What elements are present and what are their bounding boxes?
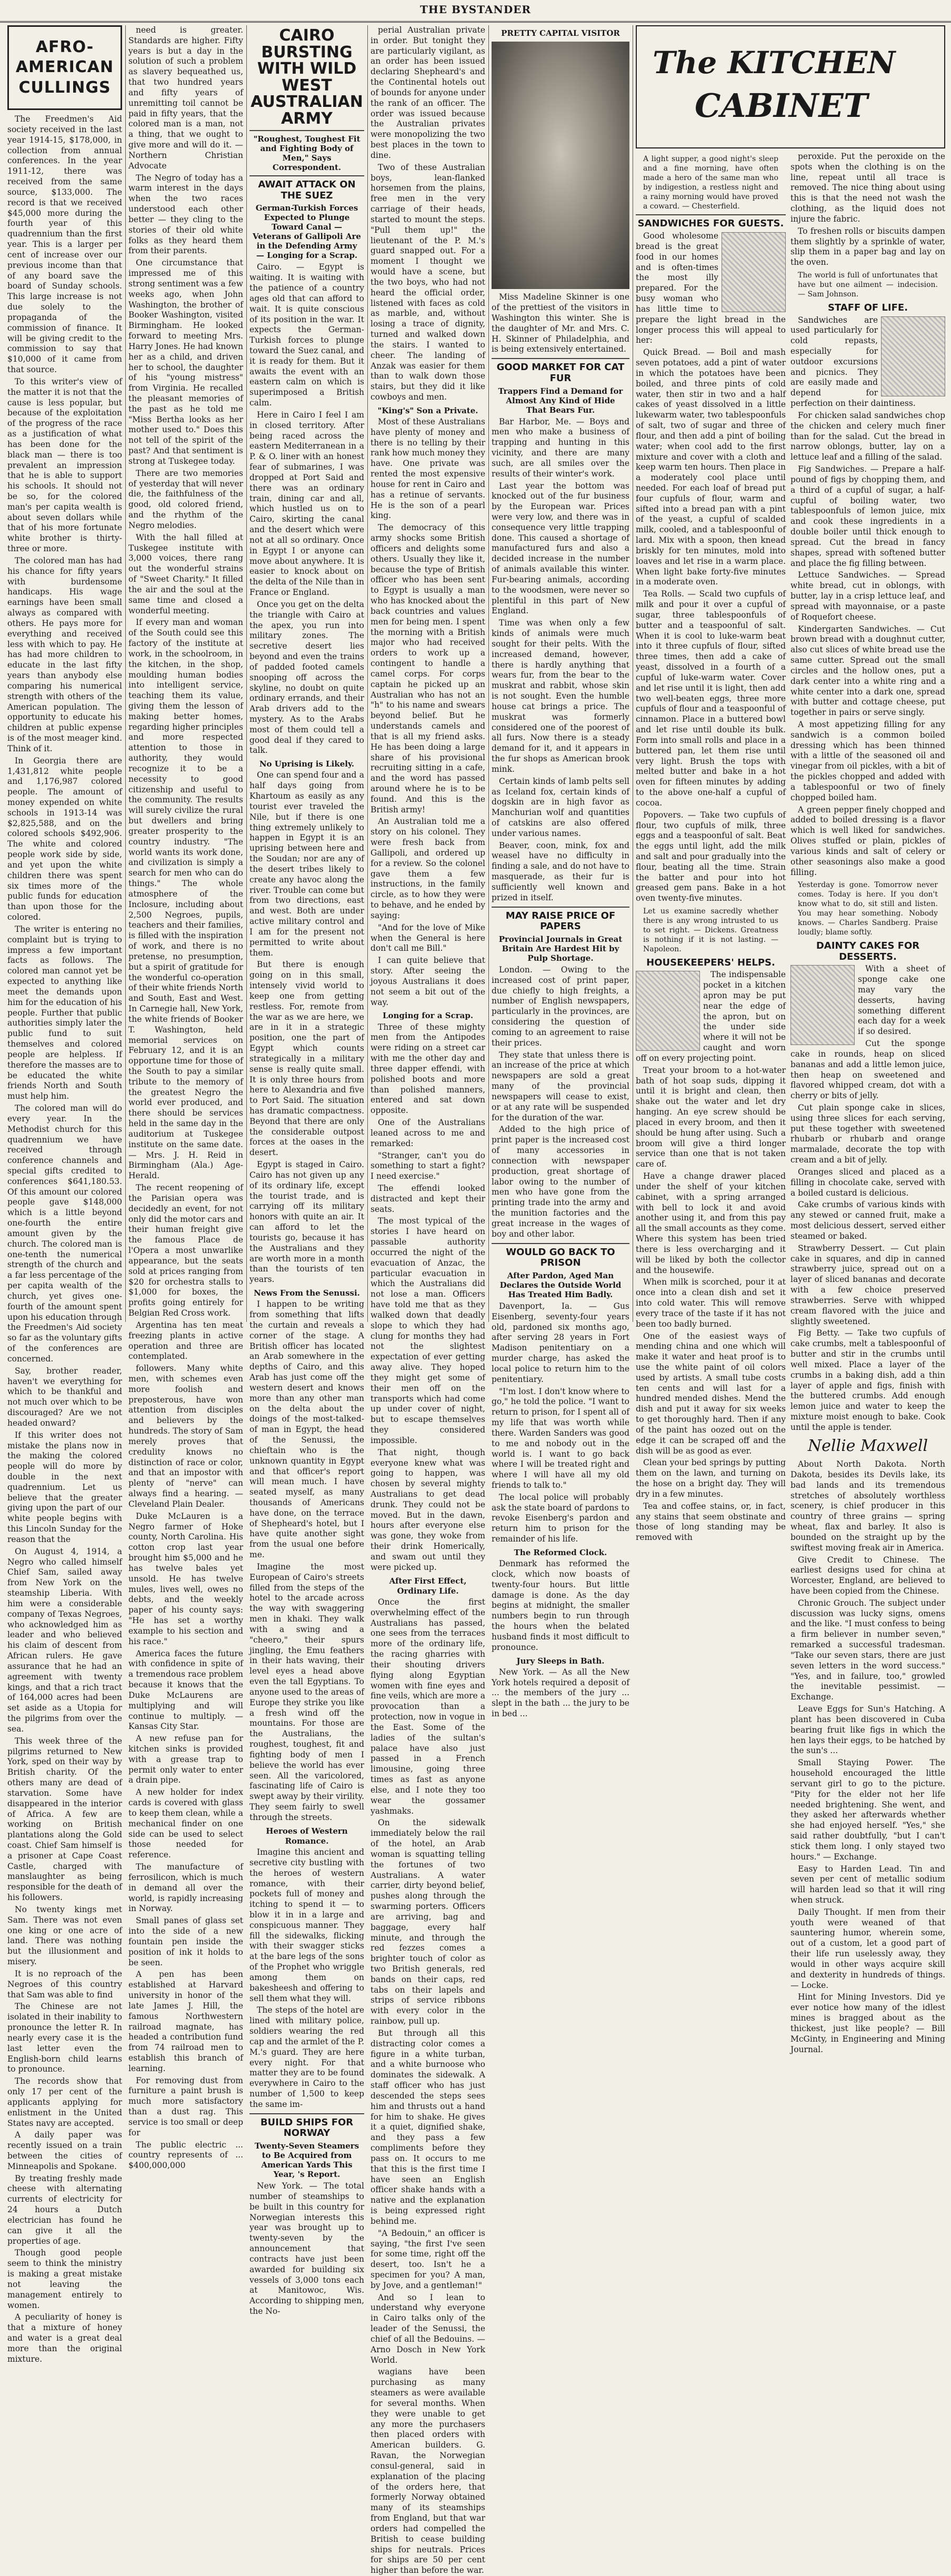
section-heading: No Uprising is Likely. bbox=[259, 759, 355, 769]
article-paragraph: Fig Betty. — Take two cupfuls of cake crumbs, melt a tablespoonful of butter and stir in the crumbs until well mixed. Place a layer of the crumbs in a baking dish, add a thin layer of apple and figs, finish with the buttered crumbs. Add enough lemon juice and water to keep the mixture moist enough to bake. Cook until the apple is tender. bbox=[790, 1328, 945, 1432]
paragraph-list bbox=[7, 114, 122, 2364]
column-4 bbox=[371, 25, 485, 2575]
article-paragraph: Easy to Harden Lead. Tin and seven per cent of metallic sodium will harden lead so that it will ring when struck. bbox=[790, 1864, 945, 1905]
article-paragraph: The indispensable pocket in a kitchen apron may be put near the edge of the apron, but on the under side where it will not be caught and worn off on every projecting point. bbox=[636, 970, 786, 1063]
article-paragraph: The Negro of today has a warm interest in the days when the two races understood each other better — they cling to the stories of their old white folks as they heard them from their parents. bbox=[128, 173, 243, 256]
staff-of-life-headline: STAFF OF LIFE. bbox=[827, 302, 908, 313]
article-paragraph: On the sidewalk immediately below the rail of the hotel, an Arab woman is squatting telling the fortunes of two Australians. A water carrier, dirty beyond belief, pushes along through the swarming porters. Officers are arriving, bag and baggage, every half minute, and through the red fezzes comes a brighter touch of color as two British generals, red bands on their caps, red tabs on their lapels and strips of service ribbons with every color in the rainbow, pull up. bbox=[371, 1818, 485, 2026]
article-paragraph: One can spend four and a half days going from Khartoum as easily as any tourist ever traveled the Nile, but if there is one thing extremely unlikely to happen in Egypt it is an uprising between here and the Soudan; nor are any of the desert tribes likely to create any havoc along the river. Trouble can come but from two directions, east and west. Both are under active military control and I am for the present not permitted to write about them. bbox=[249, 770, 364, 958]
cat-fur-headline: GOOD MARKET FOR CAT FUR bbox=[496, 362, 625, 384]
divider bbox=[492, 358, 629, 359]
article-paragraph: An Australian told me a story on his colonel. They were fresh back from Gallipoli, and ordered up for a review. So the colonel gave them a few instructions, in the family circle, as to how they were to behave, and he ended by saying: bbox=[371, 817, 485, 920]
article-paragraph: I happen to be writing from something that lifts the curtain and reveals a corner of the stage. A British officer has located an Arab somewhere in the depths of Cairo, and this Arab has just come off the western desert and knows more than any other man on the delta about the doings of the most-talked-of man in Egypt, the head of the Senussi, the chieftain who is the unknown quantity in Egypt and that officer's report will mean much. I have seated myself, as many thousands of Americans have done, on the terrace of Shepheard's hotel, but I have quite another sight from the usual one before me. bbox=[249, 1299, 364, 1560]
cairo-headline: CAIRO BURSTING WITH WILD WEST AUSTRALIAN ARMY bbox=[251, 26, 363, 128]
masthead bbox=[0, 0, 951, 23]
papers-deck: Provincial Journals in Great Britain Are Hardest Hit by Pulp Shortage. bbox=[498, 934, 623, 963]
article-paragraph: "And for the love of Mike when the General is here don't call me Bill." bbox=[371, 922, 485, 953]
article-paragraph: perial Australian private in order. But tonight they are particularly vigilant, as an order has been issued declaring Shepheard's and the Continental hotels out of bounds for anyone under the rank of an officer. The order was issued because the Australian privates were monopolizing the two best places in the town to dine. bbox=[371, 25, 485, 160]
photo-caption-title: PRETTY CAPITAL VISITOR bbox=[501, 28, 620, 38]
article-paragraph: Time was when only a few kinds of animals were much sought for their pelts. With the increased demand, however, there is hardly anything that wears fur, from the bear to the muskrat and rabbit, whose skin is not sought. Even the humble house cat brings a price. The muskrat was formerly considered one of the poorest of all furs. Now there is a steady demand for it, and it appears in the fur shops as American brook mink. bbox=[492, 618, 629, 774]
article-paragraph: Two of these Australian boys, lean-flanked horsemen from the plains, free men in the very carriage of their heads, started to mount the steps. "Pull them up!" the lieutenant of the P. M.'s guard snapped out. For a moment I thought we would have a scene, but the two boys, who had not heard the official order, listened with faces as cold as marble, and, without losing a trace of dignity, turned and walked down the stairs. I wanted to cheer. The landing of Anzak was easier for them than to walk down those stairs, but they did it like cowboys and men. bbox=[371, 162, 485, 402]
article-paragraph: Imagine the most European of Cairo's streets filled from the steps of the hotel to the arcade across the way with swaggering men in khaki. They walk with a swing and a "cheero," their spurs jingling, the Emu feathers in their hats waving, their level eyes a head above even the tall Egyptians. To anyone used to the areas of Europe they strike you like a fresh wind off the mountains. For those are the Australians, the roughest, toughest, fit and fighting body of men I believe the world has ever seen. All the varicolored, fascinating life of Cairo is swept away by their virility. They seem fairly to swell through the streets. bbox=[249, 1561, 364, 1822]
article-paragraph: Cut plain sponge cake in slices, using three slices for each serving, put these together with sweetened rhubarb or rhubarb and orange marmalade, decorate the top with cream and a bit of jelly. bbox=[790, 1102, 945, 1165]
article-paragraph: Davenport, Ia. — Gus Eisenberg, seventy-four years old, pardoned six months ago, after serving 28 years in Fort Madison penitentiary on a murder charge, has asked the local police to return him to the penitentiary. bbox=[492, 1301, 629, 1384]
paragraph-list bbox=[636, 231, 786, 904]
article-paragraph: I can quite believe that story. After seeing the joyous Australians it does not seem a bit out of the way. bbox=[371, 956, 485, 1007]
article-paragraph: In Georgia there are 1,431,812 white people and 1,176,987 colored people. The amount of money expended on white schools in 1913-14 was $2,825,588, and on the colored schools $492,906. The white and colored people work side by side, and yet upon the white children there was spent six times more of the public funds for education than upon those for the colored. bbox=[7, 755, 122, 922]
article-paragraph: Three of these mighty men from the Antipodes were riding on a street car with me the other day and three dapper effendi, with polished boots and more than polished manners, entered and sat down opposite. bbox=[371, 1022, 485, 1116]
article-paragraph: There are two memories of yesterday that will never die, the faithfulness of the good, old colored friend, and the rhythm of the Negro melodies. bbox=[128, 468, 243, 530]
article-paragraph: Cake crumbs of various kinds with any stewed or canned fruit, make a most delicious dessert, served either steamed or baked. bbox=[790, 1200, 945, 1241]
divider bbox=[636, 214, 786, 215]
bread-illustration bbox=[722, 232, 786, 312]
article-paragraph: The colored man has had his chance for fifty years with burdensome handicaps. His wage earnings have been small always as compared with others. He pays more for everything and received less with which to pay. He has had more children to educate in the last fifty years than anybody else comparing his numerical strength with others of the American population. The opportunity to educate his children at public expense is of the most meager kind. Think of it. bbox=[7, 555, 122, 753]
column-rule bbox=[367, 25, 368, 1322]
column-7 bbox=[790, 152, 945, 2054]
apron-illustration bbox=[636, 971, 700, 1051]
article-paragraph: For chicken salad sandwiches chop the chicken and celery much finer than for the salad. Cut the bread in narrow oblongs, butter, lay on a lettuce leaf and a filling of the salad. bbox=[790, 410, 945, 462]
article-paragraph: The local police will probably ask the state board of pardons to revoke Eisenberg's pardon and return him to prison for the remainder of his life. bbox=[492, 1492, 629, 1544]
column-5 bbox=[492, 25, 629, 1719]
paragraph-list bbox=[371, 1597, 485, 2576]
kitchen-cabinet-section bbox=[636, 25, 945, 2054]
article-paragraph: Most of these Australians have plenty of money and there is no telling by their rank how much money they have. One private was rented the most expensive house for rent in Cairo and has a retinue of servants. He is the son of a pearl king. bbox=[371, 417, 485, 521]
photo-caption: Miss Madeline Skinner is one of the prettiest of the visitors in Washington this winter. She is the daughter of Mr. and Mrs. C. H. Skinner of Philadelphia, and is being extensively entertained. bbox=[492, 292, 629, 354]
norway-deck: Twenty-Seven Steamers to Be Acquired from American Yards This Year, 's Report. bbox=[254, 2141, 359, 2180]
article-paragraph: The records show that only 17 per cent of the applicants applying for enlistment in the United States navy are accepted. bbox=[7, 2076, 122, 2128]
article-paragraph: Good wholesome bread is the great food in our homes and is often-times the most illy prepared. For the busy woman who has little time to prepare the light bread in the longer process this will appeal to her: bbox=[636, 231, 786, 345]
column-rule bbox=[488, 25, 489, 1322]
column-3 bbox=[249, 25, 364, 2316]
article-paragraph: Duke McLauren is a Negro farmer of Hoke county, North Carolina. His cotton crop last year brought him $5,000 and he has twelve bales yet unsold. He has twelve mules, lives well, owes no debts, and the weekly paper of his county says: "He has set a worthy example to his section and his race." bbox=[128, 1511, 243, 1646]
article-paragraph: But through all this distracting color comes a figure in a white turban, and a white burnoose who dominates the sidewalk. A staff officer who has just descended the steps sees him and thrusts out a hand for him to shake. He gives it a quiet, dignified shake, and they pass a few compliments before they pass on. It occurs to me that this is the first time I have seen an English officer shake hands with a native and the explanation is being expressed right behind me. bbox=[371, 2028, 485, 2226]
suez-deck: German-Turkish Forces Expected to Plunge Toward Canal — Veterans of Gallipoli Are in the Defending Army — Longing for a Scrap. bbox=[253, 203, 361, 261]
article-paragraph: America faces the future with confidence in spite of a tremendous race problem because it knows that the Duke McLaurens are multiplying and will continue to multiply. — Kansas City Star. bbox=[128, 1648, 243, 1732]
article-paragraph: Once the first overwhelming effect of the Australians has passed, one sees from the terraces more of the ordinary life, the racing gharries with their shouting drivers flying along Egyptian women with fine eyes and fine veils, which are more a provocation than a protection, now in vogue in the East. Some of the ladies of the sultan's palace have also just passed in a French limousine, going three times as fast as anyone else, and I note they too wear the gossamer yashmaks. bbox=[371, 1597, 485, 1816]
article-paragraph: The steps of the hotel are lined with military police, soldiers wearing the red cap and the armlet of the P. M.'s guard. They are here every night. For that matter they are to be found everywhere in Cairo to the number of 1,500 to keep the same im- bbox=[249, 2005, 364, 2109]
divider bbox=[492, 907, 629, 908]
section-heading: Longing for a Scrap. bbox=[382, 1011, 474, 1021]
cairo-deck: "Roughest, Toughest Fit and Fighting Body of Men," Says Correspondent. bbox=[253, 134, 361, 172]
paragraph-list bbox=[492, 1667, 629, 1719]
article-paragraph: peroxide. Put the peroxide on the spots when the clothing is on the line, repeat until all trace is removed. The nice thing about using this is that the need not wash the clothing, as the liquid does not injure the fabric. bbox=[790, 152, 945, 224]
article-paragraph: For removing dust from furniture a paint brush is much more satisfactory than a dust rag. This service is too small or deep for bbox=[128, 2075, 243, 2137]
article-paragraph: Bar Harbor, Me. — Boys and men who make a business of trapping and hunting in this vicinity, and there are many such, are all smiles over the results of their winter's work. bbox=[492, 416, 629, 479]
article-paragraph: To freshen rolls or biscuits dampen them slightly by a sprinkle of water, slip them in a paper bag and lay on the oven. bbox=[790, 226, 945, 267]
article-paragraph: A new refuse pan for kitchen sinks is provided with a grease trap to permit only water to enter a drain pipe. bbox=[128, 1734, 243, 1785]
article-paragraph: Daily Thought. If men from their youth were weaned of that sauntering humor, wherein some, out of a custom, let a good part of their life run uselessly away, they would in other ways acquire skill and dexterity in hundreds of things. — Locke. bbox=[790, 1907, 945, 1990]
divider bbox=[249, 130, 364, 131]
article-paragraph: It is no reproach of the Negroes of this country that Sam was able to find bbox=[7, 1968, 122, 2000]
article-paragraph: Sandwiches are used particularly for cold repasts, especially for outdoor excursions and picnics. They are easily made and depend for perfection on their daintiness. bbox=[790, 315, 916, 409]
banner-title-line1: The KITCHEN bbox=[653, 45, 896, 81]
papers-headline: MAY RAISE PRICE OF PAPERS bbox=[505, 910, 616, 932]
article-paragraph: wagians have been purchasing as many steamers as were available for several months. When they were unable to get any more the purchasers then placed orders with American builders. G. Ravan, the Norwegian consul-general, said in explanation of the placing of the orders here, that formerly Norway obtained many of its steamships from England, but that war orders had compelled the British to cease building ships for neutrals. Prices for ships are 50 per cent higher than before the war. bbox=[371, 2367, 485, 2575]
norway-headline: BUILD SHIPS FOR NORWAY bbox=[260, 2116, 354, 2139]
article-paragraph: Kindergarten Sandwiches. — Cut brown bread with a doughnut cutter, also cut slices of white bread use the same cutter. Spread out the small circles and the hollow ones, put a dark center into a white ring and a white center into a dark one, spread with butter and cottage cheese, put together in pairs or serve singly. bbox=[790, 624, 945, 718]
article-paragraph: The democracy of this army shocks some British officers and delights some others. Usually they like it, because the type of British officer who has been sent to Egypt is usually a man who has knocked about the back countries and values men for being men. I spent the morning with a British major who had received orders to work up a contingent to handle a camel corps. For corps captain he picked up an Australian who has not an "h" to his name and swears beyond belief. But he understands camels and that is all my friend asks. He has been doing a large share of his provisional recruiting sitting in a cafe, and the word has passed around where he is to be found. And this is the British army! bbox=[371, 523, 485, 814]
article-paragraph: Tea and coffee stains, or, in fact, any stains that seem obstinate and those of long standing may be removed with bbox=[636, 1501, 786, 1543]
prison-deck: After Pardon, Aged Man Declares the Outside World Has Treated Him Badly. bbox=[499, 1270, 622, 1299]
article-paragraph: followers. Many white men, with schemes even more foolish and preposterous, have won attention from disciples and believers by the hundreds. The story of Sam merely proves that credulity knows no distinction of race or color, and that an impostor with plenty of "nerve" can always find a hearing. — Cleveland Plain Dealer. bbox=[128, 1364, 243, 1509]
article-paragraph: Popovers. — Take two cupfuls of flour, two cupfuls of milk, three eggs and a teaspoonful of salt. Beat the eggs until light, add the milk and salt and pour gradually into the flour, beating all the time. Strain the batter and pour into hot greased gem pans. Bake in a hot oven twenty-five minutes. bbox=[636, 810, 786, 903]
article-paragraph: "Stranger, can't you do something to start a fight? I need exercise." bbox=[371, 1150, 485, 1181]
paragraph-list bbox=[492, 1559, 629, 1653]
paragraph-list bbox=[249, 1299, 364, 1823]
paragraph-list bbox=[790, 152, 945, 268]
cullings-headline-box bbox=[7, 25, 122, 110]
dainty-cakes-headline: DAINTY CAKES FOR DESSERTS. bbox=[816, 940, 920, 962]
article-paragraph: Fig Sandwiches. — Prepare a half-pound of figs by chopping them, and a third of a cupful of sugar, a half-cupful of boiling water, two tablespoonfuls of lemon juice, mix and cook these ingredients in a double boiler until thick enough to spread. Cut the bread in fancy shapes, spread with softened butter and place the fig filling between. bbox=[790, 464, 945, 568]
section-heading: Heroes of Western Romance. bbox=[266, 1826, 348, 1846]
paragraph-list bbox=[249, 770, 364, 1285]
suez-subheadline: AWAIT ATTACK ON THE SUEZ bbox=[258, 179, 356, 201]
paragraph-list bbox=[492, 1301, 629, 1545]
banner-title-line2: CABINET bbox=[695, 86, 868, 125]
divider bbox=[492, 1243, 629, 1244]
article-paragraph: A pen has been established at Harvard university in honor of the late James J. Hill, the famous Northwestern railroad magnate, has headed a contribution fund from 74 railroad men to establish this branch of learning. bbox=[128, 1970, 243, 2073]
portrait-photo bbox=[492, 42, 629, 289]
cake-illustration bbox=[790, 965, 855, 1045]
article-paragraph: The recent reopening of the Parisian opera was decidedly an event, for not only did the motor cars and their human freight give the famous Place de l'Opera a most unwarlike appearance, but the seats sold at prices ranging from $20 for orchestra stalls to $1,000 for boxes, the profits going entirely for Belgian Red Cross work. bbox=[128, 1183, 243, 1318]
article-paragraph: Certain kinds of lamb pelts sell as Iceland fox, certain kinds of dogskin are in high favor as Manchurian wolf and quantities of catskins are also offered under various names. bbox=[492, 776, 629, 838]
paragraph-list bbox=[636, 970, 786, 1543]
column-2 bbox=[128, 25, 243, 2171]
article-paragraph: Small panes of glass set into the side of a new fountain pen inside the position of ink it holds to be seen. bbox=[128, 1916, 243, 1967]
article-paragraph: The colored man will do every year. In the Methodist church for this quadrennium we have received through conference channels and special gifts credited to conferences $641,180.53. Of this amount our colored people gave $148,000 which is a little beyond one-fourth the entire amount given by the church. The colored man is one-tenth the numerical strength of the church and a far less percentage of the per capita wealth of the church, yet gives one-fourth of the amount spent upon his education through the Freedmen's Aid society so far as the voluntary gifts of the conferences are concerned. bbox=[7, 1103, 122, 1364]
column-1 bbox=[7, 25, 122, 2364]
article-paragraph: Clean your bed springs by putting them on the lawn, and turning on the hose on a bright day. They will dry in a few minutes. bbox=[636, 1458, 786, 1499]
section-heading: "King's" Son a Private. bbox=[377, 405, 478, 415]
housekeepers-headline: HOUSEKEEPERS' HELPS. bbox=[646, 957, 775, 968]
article-paragraph: Here in Cairo I feel I am in closed territory. After being raced across the eastern Mediterranean in a P. & O. liner with an honest fear of submarines, I was dropped at Port Said and there was an ordinary train, dining car and all, which hustled us on to Cairo, skirting the canal and the desert which were not at all so ordinary. Once in Egypt I or anyone can move about anywhere. It is easier to knock about on the delta of the Nile than in France or England. bbox=[249, 410, 364, 598]
article-paragraph: A most appetizing filling for any sandwich is a common boiled dressing which has been thinned with a little of the seasoned oil and vinegar from oil pickles, with a bit of the pickles chopped and added with a tablespoonful or two of finely chopped boiled ham. bbox=[790, 719, 945, 802]
divider bbox=[249, 2113, 364, 2114]
paragraph-list bbox=[492, 965, 629, 1240]
article-paragraph: With the hall filled at Tuskegee institute with 3,000 voices, there rang out the wonderful strains of "Sweet Charity." It filled the air and the soul at the same time and closed a wonderful meeting. bbox=[128, 532, 243, 615]
prison-headline: WOULD GO BACK TO PRISON bbox=[506, 1246, 615, 1269]
article-paragraph: They state that unless there is an increase of the price at which newspapers are sold a great many of the provincial newspapers will cease to exist, or at any rate will be suspended for the duration of the war. bbox=[492, 1050, 629, 1122]
section-heading: The Reformed Clock. bbox=[514, 1547, 607, 1557]
article-paragraph: A green pepper finely chopped and added to boiled dressing is a flavor which is well liked for sandwiches. Olives stuffed or plain, pickles of various kinds and salt of celery or other seasonings also make a good filling. bbox=[790, 804, 945, 877]
article-paragraph: Cut the sponge cake in rounds, heap on sliced bananas and add a little lemon juice, then heap on sweetened and flavored whipped cream, dot with a cherry or bits of jelly. bbox=[790, 1039, 945, 1101]
article-paragraph: The manufacture of ferrosilicon, which is much in demand all over the world, is rapidly increasing in Norway. bbox=[128, 1862, 243, 1914]
masthead-title: THE BYSTANDER bbox=[419, 3, 532, 16]
article-paragraph: Hint for Mining Investors. Did ye ever notice how many of the idlest mines is bragged about as the thickest, just like people? — Bill McGinty, in Engineering and Mining Journal. bbox=[790, 1992, 945, 2054]
article-paragraph: Have a change drawer placed under the shelf of your kitchen cabinet, with a spring arranged with bell to lock it and avoid another using it, and from this pay all the small accounts as they come. Where this system has been tried there is less overcharging and it will be liked by both the collector and the housewife. bbox=[636, 1171, 786, 1275]
article-paragraph: Tea Rolls. — Scald two cupfuls of milk and pour it over a cupful of sugar, three tablespoonfuls of butter and a teaspoonful of salt. When it is cool to luke-warm beat into it three cupfuls of flour, sifted three times, then add a cake of yeast, dissolved in a fourth of a cupful of luke-warm water. Cover and let rise until it is light, then add two well-beaten eggs, three more cupfuls of flour and a teaspoonful of cinnamon. Place in a buttered bowl and let rise until double its bulk. Form into small rolls and place in a buttered pan, let them rise until very light. Brush the tops with melted butter and bake in a hot oven for fifteen minutes by adding to the above one-half a cupful of cocoa. bbox=[636, 589, 786, 808]
paragraph-list bbox=[249, 262, 364, 756]
article-paragraph: On August 4, 1914, a Negro who called himself Chief Sam, sailed away from New York on the steamship Liberia. With him were a considerable company of Texas Negroes, who acknowledged him as leader and who believed his claim of descent from African rulers. He gave assurance that he had an agreement with twenty kings, and that a rich tract of 164,000 acres had been set aside as a Utopia for the pilgrims from over the sea. bbox=[7, 1546, 122, 1734]
article-paragraph: A daily paper was recently issued on a train between the cities of Minneapolis and Spokane. bbox=[7, 2130, 122, 2171]
article-paragraph: Though good people seem to think the ministry is making a great mistake not leaving the management entirely to women. bbox=[7, 2248, 122, 2310]
article-paragraph: This week three of the pilgrims returned to New York, sped on their way by British charity. Of the others many are dead of starvation. Some have disappeared in the interior of Africa. A few are working on British plantations along the Gold coast. Chief Sam himself is a prisoner at Cape Coast Castle, charged with manslaughter as being responsible for the death of his followers. bbox=[7, 1736, 122, 1903]
kitchen-cabinet-banner bbox=[636, 25, 945, 148]
article-paragraph: But there is enough going on in this small, intensely vivid world to keep one from getting restless. For, remote from the war as we are here, we are in it in a strategic position, one the part of Egypt which counts strategically in a military sense is really quite small. It is only three hours from here to Alexandria and five to Port Said. The situation has dramatic compactness. Beyond that there are only the considerable outpost forces at the oases in the desert. bbox=[249, 960, 364, 1158]
article-paragraph: Imagine this ancient and secretive city bustling with the heroes of western romance, with their pockets full of money and itching to spend it — to blow it in in a large and conspicuous manner. They fill the sidewalks, flicking with their swagger sticks at the bare legs of the sons of the Prophet who wriggle among them on bakesheesh and offering to sell them what they will. bbox=[249, 1847, 364, 2003]
article-paragraph: New York. — As all the New York hotels required a deposit of ... the members of the jury ... slept in the bath ... the jury to be in bed ... bbox=[492, 1667, 629, 1719]
article-paragraph: need is greater. Standards are higher. Fifty years is but a day in the solution of such a problem as slavery bequeathed us, that two hundred years and fifty years of unremitting toil cannot be paid in fifty years, that the colored man is a man, not a thing, that we ought to give more and will do it. — Northern Christian Advocate bbox=[128, 25, 243, 171]
paragraph-list bbox=[492, 417, 629, 903]
article-paragraph: If every man and woman of the South could see this factory of the institute at work, in the schoolroom, in the kitchen, in the shop, moulding human bodies into intelligent service, teaching them its value, giving them the lesson of making better homes, regarding higher principles and more respected attention to those in authority, they would recognize it to be a necessity to good citizenship and useful to the community. The results will surely civilize the rural but dwellers and bring greater prosperity to the country industry. "The world wants its work done, and civilization is simply a search for men who can do things." The whole atmosphere of the Inclosure, including about 2,500 Negroes, pupils, teachers and their families, is filled with the inspiration of work, and there is no pretense, no presumption, but a spirit of gratitude for the wonderful co-operation of their white friends North and South, East and West. In Carnegie hall, New York, the white friends of Booker T. Washington, held memorial services on February 12, and it is an opportune time for those of the South to pay a similar tribute to the memory of the greatest Negro the world ever produced, and there should be services held in the same day in the auditorium at Tuskegee institute on the same date. — Mrs. J. H. Reid in Birmingham (Ala.) Age-Herald. bbox=[128, 618, 243, 1181]
paragraph-list bbox=[371, 1022, 485, 1573]
author-signature: Nellie Maxwell bbox=[807, 1436, 928, 1455]
cullings-headline: AFRO-AMERICAN CULLINGS bbox=[15, 38, 114, 97]
article-paragraph: Quick Bread. — Boil and mash seven potatoes, add a pint of water in which the potatoes have been boiled, and three pints of cold water, then stir in two and a half cakes of yeast dissolved in a little lukewarm water, two tablespoonfuls of salt, two of sugar and three of flour, and then add a pint of boiling water; when cool add to the first mixture and cover with a cloth and keep warm ten hours. Then place in a moderately cool place until needed. For each loaf of bread put four cupfuls of flour, warm and sifted into a bread pan with a pint of the yeast, a cupful of scalded milk, cooled, and a tablespoonful of lard. Mix with a spoon, then knead briskly for ten minutes, mold into loaves and let rise in a warm place. When light bake forty-five minutes in a moderate oven. bbox=[636, 347, 786, 587]
paragraph-list bbox=[249, 2181, 364, 2317]
article-paragraph: That night, though everyone knew what was going to happen, was chosen by several mighty Australians to get dead drunk. They could not be moved. But in the dawn, hours after everyone else was gone, they woke from their drink Homerically, and swam out until they were picked up. bbox=[371, 1447, 485, 1572]
article-paragraph: Cairo. — Egypt is waiting. It is waiting with the patience of a country ages old that can afford to wait. It is quite conscious of its position in the war. It expects the German-Turkish forces to plunge toward the Suez canal, and it is ready for them. But it awaits the event with an eastern calm on which is superimposed a British calm. bbox=[249, 262, 364, 408]
article-paragraph: One of the easiest ways of mending china and one which will make it water and heat proof is to use the white paint of oil colors used by artists. A small tube costs ten cents and will last for a hundred mended dishes. Mend the dish and put it away for six weeks to get thoroughly hard. Then if any of the paint has oozed out on the edge it can be scraped off and the dish will be as good as ever. bbox=[636, 1331, 786, 1456]
section-heading: After First Effect, Ordinary Life. bbox=[389, 1576, 467, 1596]
article-paragraph: "A Bedouin," an officer is saying, "the first I've seen for some time, right off the desert, too. Isn't he a specimen for you? A man, by Jove, and a gentleman!" bbox=[371, 2228, 485, 2290]
article-paragraph: One circumstance that impressed me of this strong sentiment was a few weeks ago, when John Washington, the brother of Booker Washington, visited Birmingham. He looked forward to meeting Mrs. Harry Jones. He had known her as a child, and driven her to school, the daughter of his "young mistress" from Virginia. He recalled the pleasant memories of the past as he told me "Miss Bertha looks as her mother used to." Does this not tell of the spirit of the past? And that sentiment is strong at Tuskegee today. bbox=[128, 258, 243, 466]
divider bbox=[249, 175, 364, 176]
article-paragraph: The writer is entering no complaint but is trying to impress a few important facts as follows. The colored man cannot yet be expected to anything like meet the demands upon him for the education of his people. Further that public authorities simply later the public fund to suit themselves and colored people are helpless. If therefore the masses are to be educated the white friends North and South must help him. bbox=[7, 924, 122, 1101]
cat-fur-deck: Trappers Find a Demand for Almost Any Kind of Hide That Bears Fur. bbox=[498, 386, 623, 415]
article-paragraph: Added to the high price of print paper is the increased cost of many accessories in connection with newspaper production, great shortage of labor owing to the number of men who have gone from the printing trade into the army and the munition factories and the great increase in the wages of boy and other labor. bbox=[492, 1125, 629, 1239]
section-heading: Jury Sleeps in Bath. bbox=[516, 1656, 605, 1666]
article-paragraph: When milk is scorched, pour it at once into a clean dish and set it into cold water. This will remove every trace of the taste if it has not been too badly burned. bbox=[636, 1277, 786, 1329]
article-paragraph: Give Credit to Chinese. The earliest designs used for china at Worcester, England, are believed to have been copied from the Chinese. bbox=[790, 1555, 945, 1596]
article-paragraph: About North Dakota. North Dakota, besides its Devils lake, its bad lands and its tremendous stretches of absolutely worthless scenery, is chief producer in this country of three grains — spring wheat, flax and barley. It also is bounded on the straight up by the swiftest moving freak air in America. bbox=[790, 1459, 945, 1553]
article-paragraph: London. — Owing to the increased cost of print paper, due chiefly to high freights, a number of English newspapers, particularly in the provinces, are considering the question of coming to an agreement to raise their prices. bbox=[492, 965, 629, 1048]
article-paragraph: Once you get on the delta the triangle with Cairo at the apex, you run into military zones. The secretive desert lies beyond and even the trains of padded footed camels snooping off across the skyline, no doubt on quite ordinary errands, and their Arab drivers add to the mystery. As to the Arabs most of them could tell a good deal if they cared to talk. bbox=[249, 599, 364, 755]
column-rule bbox=[246, 25, 247, 1322]
article-paragraph: Chronic Grouch. The subject under discussion was lucky signs, omens and the like. "I must confess to being a firm believer in number seven," remarked a successful tradesman. "Take our seven stars, there are just seven letters in the word success." "Yes, and in failure, too," growled the inevitable pessimist. — Exchange. bbox=[790, 1598, 945, 1702]
article-paragraph: The Chinese are not isolated in their inability to pronounce the letter R. In nearly every case it is the last letter even the English-born child learns to pronounce. bbox=[7, 2002, 122, 2074]
article-paragraph: Say, brother reader, haven't we everything for which to be thankful and not much over which to be discouraged? Are we not headed onward? bbox=[7, 1366, 122, 1428]
paragraph-list bbox=[371, 25, 485, 403]
article-paragraph: Lettuce Sandwiches. — Spread white bread, cut in oblongs, with butter, lay in a crisp lettuce leaf, and spread with mayonnaise, or a paste of Roquefort cheese. bbox=[790, 570, 945, 622]
paragraph-list bbox=[790, 315, 945, 878]
article-paragraph: The most typical of the stories I have heard on passable authority occurred the night of the evacuation of Anzac, the particular evacuation in which the Australians did not lose a man. Officers have told me that as they walked down that deadly slope to which they had clung for months they had not the slightest expectation of ever getting away alive. They hoped they might get some of their men off on the transports which had come up under cover of night, but to escape themselves they considered impossible. bbox=[371, 1216, 485, 1445]
article-paragraph: Beaver, coon, mink, fox and weasel have no difficulty in finding a sale, and do not have to masquerade, as their fur is sufficiently well known and prized in itself. bbox=[492, 840, 629, 902]
article-paragraph: Argentina has ten meat freezing plants in active operation and three are contemplated. bbox=[128, 1320, 243, 1361]
article-paragraph: Egypt is staged in Cairo. Cairo has not given up any of its ordinary life, except the tourist trade, and is carrying off its military honors with quite an air. It can afford to let the tourists go, because it has the Australians and they are worth more in a month than the tourists of ten years. bbox=[249, 1160, 364, 1285]
paragraph-list bbox=[790, 1758, 945, 2055]
quote: A light supper, a good night's sleep and a fine morning, have often made a hero of the same man who by indigestion, a restless night and a rainy morning would have proved a coward. — Chesterfield. bbox=[643, 155, 778, 211]
paragraph-list bbox=[128, 25, 243, 2171]
article-paragraph: One of the Australians leaned across to me and remarked: bbox=[371, 1118, 485, 1148]
article-paragraph: New York. — The total number of steamships to be built in this country for Norwegian interests this year was brought up to twenty-seven by the announcement that contracts have just been awarded for building six vessels of 3,000 tons each at Manitowoc, Wis. According to shipping men, the No- bbox=[249, 2181, 364, 2316]
article-paragraph: By treating freshly made cheese with alternating currents of electricity for 24 hours a Dutch electrician has found he can give it all the properties of age. bbox=[7, 2173, 122, 2246]
article-paragraph: To this writer's view of the matter it is not that the cause is less popular, but because of the exploitation of the progress of the race as a justification of what has been done for the black man — there is too prevalent an impression that he is able to support his schools. It should not be so, for the colored man's per capita wealth is about seven dollars while that of his more fortunate white brother is thirty-three or more. bbox=[7, 376, 122, 554]
article-paragraph: Small Staying Power. The household encouraged the little servant girl to go to the picture. "Pity for the elder not her life needed brightening. She went, and they asked her afterwards whether she had enjoyed herself. "Yes," she said rather doubtfully, "but I can't stick them long. I only stayed two hours." — Exchange. bbox=[790, 1758, 945, 1862]
column-rule bbox=[125, 25, 126, 1322]
article-paragraph: No twenty kings met Sam. There was not even one king or one acre of land. There was nothing but the illusionment and misery. bbox=[7, 1904, 122, 1967]
quote: The world is full of unfortunates that have but one ailment — indecision. — Sam Johnson. bbox=[798, 271, 938, 299]
article-paragraph: The Freedmen's Aid society received in the last year 1914-15, $178,000, in collection from annual conferences. In the year 1911-12, there was received from the same source, $133,000. The record is that we received $45,000 more during the fourth year of this quadrennium than the first year. This is a larger per cent of increase over our previous income than that of any board save the board of Sunday schools. This large increase is not due solely to the propaganda of the commission of finance. It will be giving credit to the commission to say that $10,000 of it came from that source. bbox=[7, 114, 122, 375]
paragraph-list bbox=[371, 417, 485, 1008]
article-paragraph: With a sheet of sponge cake one may vary the desserts, having something different each day for a week if so desired. bbox=[858, 964, 945, 1037]
article-paragraph: Last year the bottom was knocked out of the fur business by the European war. Prices were very low, and there was in consequence very little trapping done. This caused a shortage of manufactured furs and also a decided increase in the number of animals available this winter. Fur-bearing animals, according to the woodsmen, were never so plentiful in this part of New England. bbox=[492, 481, 629, 616]
article-paragraph: "I'm lost. I don't know where to go," he told the police. "I want to return to prison, for I spent all of my life that was worth while there. Warden Sanders was good to me and nobody out in the world is. I want to go back where I will be treated right and where I will have all my old friends to talk to." bbox=[492, 1386, 629, 1490]
article-paragraph: The public electric ... country represents of ... $400,000,000 bbox=[128, 2140, 243, 2171]
article-paragraph: Strawberry Dessert. — Cut plain cake in squares, and dip in canned strawberry juice, spread out on a layer of sliced bananas and decorate with a few choice preserved strawberries. Serve with whipped cream flavored with the juice and slightly sweetened. bbox=[790, 1243, 945, 1326]
quote: Yesterday is gone. Tomorrow never comes. Today is here. If you don't know what to do, sit still and listen. You may hear something. Nobody knows. — Charles Sandberg. Praise loudly; blame softly. bbox=[798, 881, 938, 937]
column-6 bbox=[636, 152, 786, 1543]
article-paragraph: A new holder for index cards is covered with glass to keep them clean, while a mechanical finder on one side can be used to select those needed for reference. bbox=[128, 1787, 243, 1860]
section-heading: News From the Senussi. bbox=[254, 1288, 360, 1298]
sandwiches-headline: SANDWICHES FOR GUESTS. bbox=[637, 218, 784, 230]
article-paragraph: Denmark has reformed the clock, which now boasts of twenty-four hours. But little damage is done. As the day begins at midnight, the smaller numbers begin to run through the hours when the belated husband finds it most difficult to pronounce. bbox=[492, 1559, 629, 1652]
paragraph-list bbox=[790, 1459, 945, 1756]
article-paragraph: Treat your broom to a hot-water bath of hot soap suds, dipping it until it is bright and clean, then shake out the water and let dry hanging. An eye screw should be placed in every broom, and then it should be hung after using. Such a broom will give a third longer service than one that is not taken care of. bbox=[636, 1065, 786, 1169]
paragraph-list bbox=[249, 1847, 364, 2110]
quote: Let us examine sacredly whether there is any wrong intrusted to us to set right. — Dickens. Greatness is nothing if it is not lasting. — Napoleon. bbox=[643, 907, 778, 953]
article-paragraph: Leave Eggs for Sun's Hatching. A plant has been discovered in Cuba bearing fruit like figs in which the hen lays their eggs, to be hatched by the sun's ... bbox=[790, 1704, 945, 1756]
article-paragraph: A peculiarity of honey is that a mixture of honey and water is a great deal more than the original mixture. bbox=[7, 2312, 122, 2364]
sandwich-illustration bbox=[881, 316, 945, 396]
article-paragraph: If this writer does not mistake the plans now in the making the colored people will do more by double in the next quadrennium. Let us believe that the greater giving upon the part of our white people begins with this Lincoln Sunday for the reason that the bbox=[7, 1430, 122, 1544]
article-paragraph: Oranges sliced and placed as a filling in chocolate cake, served with a boiled custard is delicious. bbox=[790, 1167, 945, 1198]
article-paragraph: The effendi looked distracted and kept their seats. bbox=[371, 1183, 485, 1214]
article-paragraph: And so I lean to understand why everyone in Cairo talks only of the leader of the Senussi, the chief of all the Bedouins. — Arno Dosch in New York World. bbox=[371, 2292, 485, 2365]
